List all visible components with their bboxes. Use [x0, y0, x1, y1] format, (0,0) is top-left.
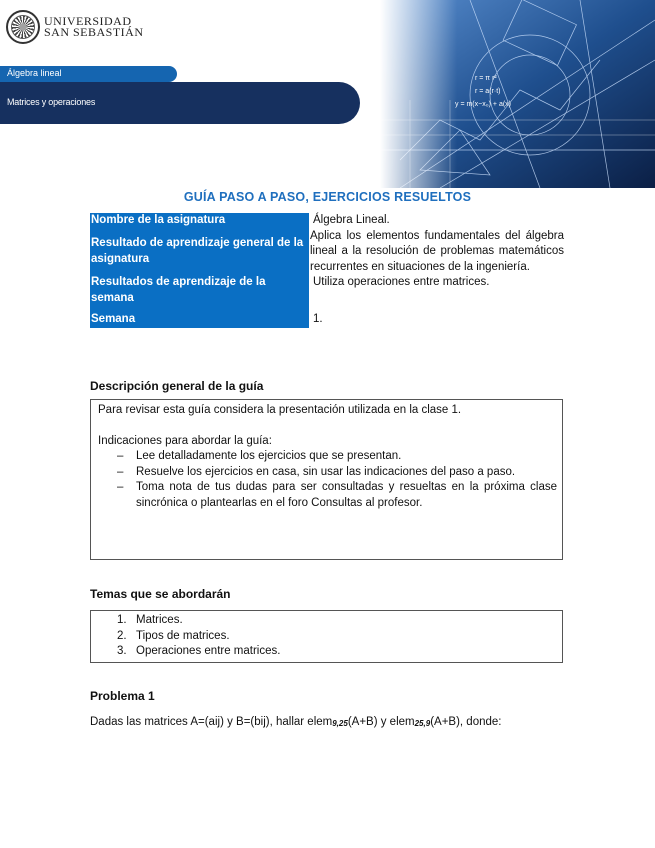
university-seal-icon: [6, 10, 40, 44]
problem-text-part: (A+B) y elem: [347, 716, 415, 728]
list-item-text: Toma nota de tus dudas para ser consultadas y resueltas en la próxima clase sincrónica o plantearlas en el foro Consultas al profesor.: [136, 481, 557, 509]
topics-box: [90, 610, 563, 663]
list-item: [91, 629, 562, 645]
list-item-text: Operaciones entre matrices.: [136, 645, 281, 657]
info-row: [90, 275, 564, 306]
info-row: [90, 306, 564, 328]
document-title: GUÍA PASO A PASO, EJERCICIOS RESUELTOS: [183, 190, 472, 204]
topic-band: [0, 82, 360, 124]
problem-text-part: (A+B), donde:: [430, 716, 502, 728]
info-value-week-outcome: Utiliza operaciones entre matrices.: [313, 276, 490, 288]
info-label-week: Semana: [90, 306, 309, 328]
problem-text-part: Dadas las matrices A=(aij) y B=(bij), hallar elem: [90, 716, 333, 728]
problem-statement: [90, 716, 501, 728]
course-tag: Álgebra lineal: [7, 68, 62, 78]
list-number: 2.: [117, 629, 127, 642]
dash-marker: –: [117, 465, 124, 478]
list-item-text: Tipos de matrices.: [136, 629, 230, 642]
university-logo: [6, 10, 144, 44]
list-item: [91, 480, 562, 511]
page-header: [0, 0, 655, 190]
list-item: [91, 449, 562, 465]
topics-list: [91, 611, 562, 660]
info-value-week: 1.: [313, 313, 323, 325]
problem-subscript: 9,25: [332, 719, 348, 728]
list-number: 1.: [117, 614, 127, 626]
topics-heading: Temas que se abordarán: [90, 587, 231, 601]
dash-marker: –: [117, 450, 124, 462]
info-label-general-outcome-text: Resultado de aprendizaje general de la asignatura: [91, 237, 304, 265]
course-info-table: [90, 213, 564, 328]
problem-heading: Problema 1: [90, 689, 155, 703]
info-value-general-outcome: Aplica los elementos fundamentales del álgebra lineal a la resolución de problemas matemáticos recurrentes en situaciones de la ingeniería.: [310, 229, 564, 273]
math-banner-image: [380, 0, 655, 188]
list-number: 3.: [117, 645, 127, 657]
info-row: [90, 213, 564, 229]
list-item-text: Matrices.: [136, 614, 183, 626]
info-label-general-outcome: [90, 229, 309, 276]
indications-heading: Indicaciones para abordar la guía:: [98, 434, 272, 447]
logo-line-1: UNIVERSIDAD: [44, 14, 132, 28]
list-item-text: Lee detalladamente los ejercicios que se presentan.: [136, 450, 402, 462]
list-item: [91, 613, 562, 629]
description-heading: Descripción general de la guía: [90, 379, 264, 393]
topic-tag: Matrices y operaciones: [7, 97, 96, 107]
course-band: [0, 66, 177, 82]
list-item-text: Resuelve los ejercicios en casa, sin usar las indicaciones del paso a paso.: [136, 465, 516, 478]
list-item: [91, 465, 562, 481]
description-intro: Para revisar esta guía considera la presentación utilizada en la clase 1.: [98, 404, 462, 416]
info-value-subject: Álgebra Lineal.: [313, 214, 390, 226]
info-row: [90, 229, 564, 276]
description-box: [90, 399, 563, 560]
dash-marker: –: [117, 481, 124, 493]
logo-line-2: SAN SEBASTIÁN: [44, 25, 144, 39]
problem-subscript: 25,9: [414, 719, 431, 728]
indications-list: [91, 449, 562, 511]
info-label-week-outcome: Resultados de aprendizaje de la semana: [90, 275, 309, 306]
info-label-subject: Nombre de la asignatura: [90, 213, 309, 229]
list-item: [91, 644, 562, 660]
